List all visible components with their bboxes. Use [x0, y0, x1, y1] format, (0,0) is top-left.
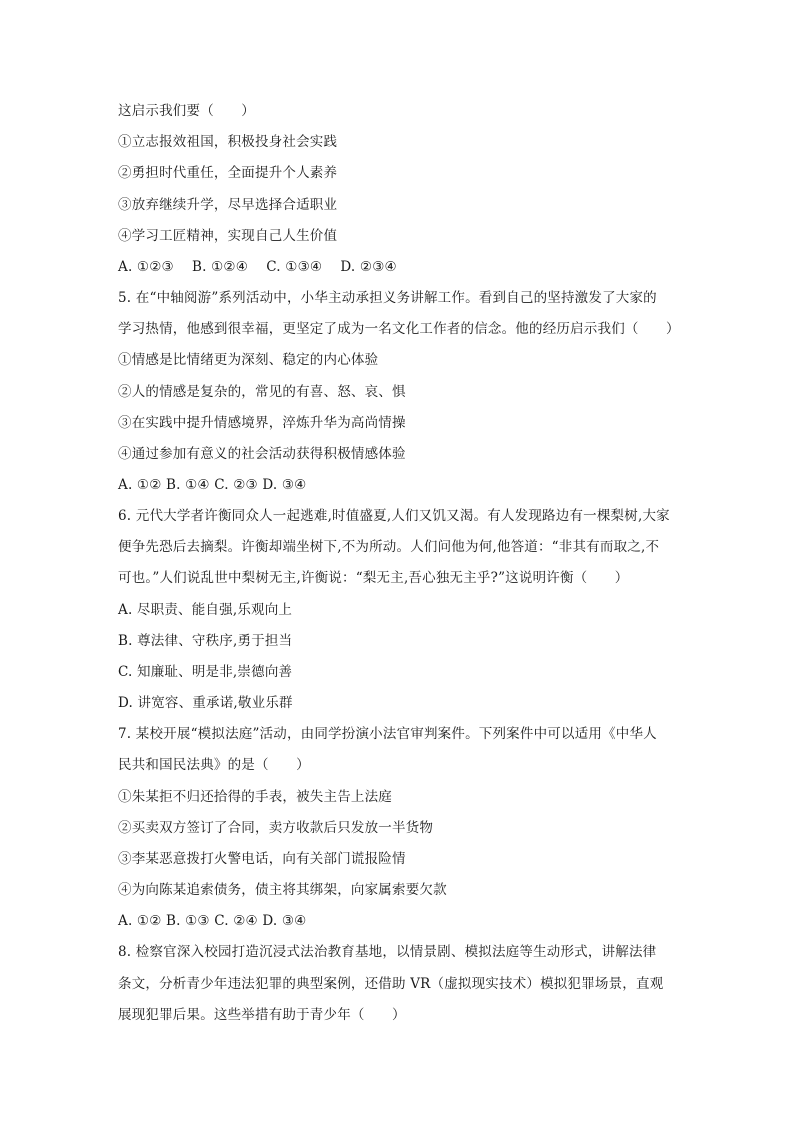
- answer-options: A. ①②③ B. ①②④ C. ①③④ D. ②③④: [118, 259, 397, 275]
- text-line: ①朱某拒不归还拾得的手表，被失主告上法庭: [118, 789, 392, 805]
- question-6-stem: 便争先恐后去摘梨。许衡却端坐树下,不为所动。人们问他为何,他答道：“非其有而取之,不: [118, 539, 660, 555]
- text-line: ④通过参加有意义的社会活动获得积极情感体验: [118, 446, 406, 462]
- text-line: 这启示我们要（ ）: [118, 103, 255, 119]
- question-8-stem: 展现犯罪后果。这些举措有助于青少年（ ）: [118, 1007, 406, 1023]
- text-line: ①立志报效祖国，积极投身社会实践: [118, 134, 338, 150]
- question-8-stem: 条文，分析青少年违法犯罪的典型案例，还借助 VR（虚拟现实技术）模拟犯罪场景，直观: [118, 976, 664, 992]
- option-a: A. 尽职责、能自强,乐观向上: [118, 602, 293, 618]
- question-6-stem: 可也。”人们说乱世中梨树无主,许衡说：“梨无主,吾心独无主乎?”这说明许衡（ ）: [118, 570, 629, 586]
- answer-options: A. ①② B. ①③ C. ②④ D. ③④: [118, 913, 307, 929]
- option-b: B. 尊法律、守秩序,勇于担当: [118, 633, 293, 649]
- text-line: ③在实践中提升情感境界，淬炼升华为高尚情操: [118, 415, 406, 431]
- text-line: ③放弃继续升学，尽早选择合适职业: [118, 197, 338, 213]
- question-6-stem: 6. 元代大学者许衡同众人一起逃难,时值盛夏,人们又饥又渴。有人发现路边有一棵梨树,大家: [118, 508, 670, 524]
- option-d: D. 讲宽容、重承诺,敬业乐群: [118, 695, 293, 711]
- text-line: ③李某恶意拨打火警电话，向有关部门谎报险情: [118, 851, 406, 867]
- text-line: ④学习工匠精神，实现自己人生价值: [118, 228, 338, 244]
- text-line: ②勇担时代重任，全面提升个人素养: [118, 165, 338, 181]
- question-5-stem: 5. 在“中轴阅游”系列活动中，小华主动承担义务讲解工作。看到自己的坚持激发了大家的: [118, 290, 657, 306]
- text-line: ①情感是比情绪更为深刻、稳定的内心体验: [118, 352, 379, 368]
- text-line: ④为向陈某追索债务，债主将其绑架，向家属索要欠款: [118, 882, 447, 898]
- text-line: ②人的情感是复杂的，常见的有喜、怒、哀、惧: [118, 384, 406, 400]
- question-7-stem: 民共和国民法典》的是（ ）: [118, 757, 310, 773]
- question-7-stem: 7. 某校开展“模拟法庭”活动，由同学扮演小法官审判案件。下列案件中可以适用《中华人: [118, 726, 657, 742]
- option-c: C. 知廉耻、明是非,崇德向善: [118, 664, 293, 680]
- answer-options: A. ①② B. ①④ C. ②③ D. ③④: [118, 477, 307, 493]
- question-8-stem: 8. 检察官深入校园打造沉浸式法治教育基地，以情景剧、模拟法庭等生动形式，讲解法律: [118, 944, 657, 960]
- text-line: ②买卖双方签订了合同，卖方收款后只发放一半货物: [118, 820, 434, 836]
- question-5-stem: 学习热情，他感到很幸福，更坚定了成为一名文化工作者的信念。他的经历启示我们（ ）: [118, 321, 680, 337]
